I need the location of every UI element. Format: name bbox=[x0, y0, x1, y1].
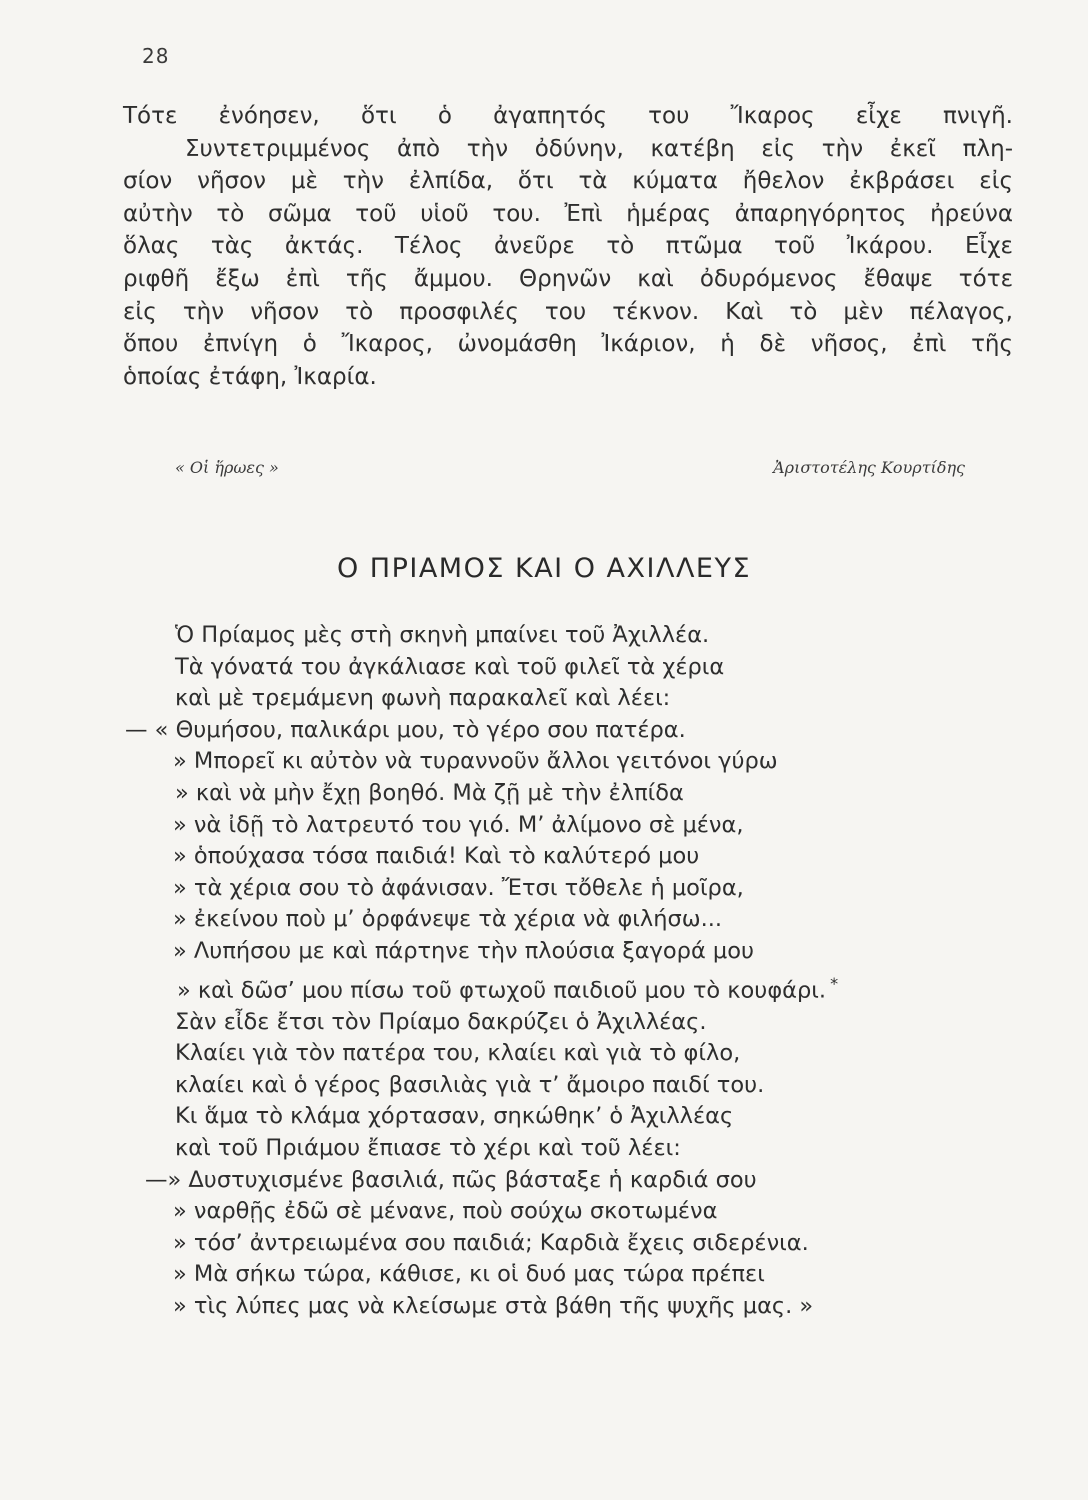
poem-line-with-footnote bbox=[125, 968, 1025, 1007]
poem-line: Κλαίει γιὰ τὸν πατέρα του, κλαίει καὶ γιὰ τὸ φίλο, bbox=[175, 1040, 741, 1067]
poem-line: » Λυπήσου με καὶ πάρτηνε τὴν πλούσια ξαγορά μου bbox=[173, 937, 755, 964]
prose-line: αὐτὴν τὸ σῶμα τοῦ υἱοῦ του. Ἐπὶ ἡμέρας ἀπαρηγόρητος ἠρεύνα bbox=[123, 200, 1013, 227]
page-number: 28 bbox=[142, 44, 170, 68]
prose-line: ριφθῆ ἔξω ἐπὶ τῆς ἄμμου. Θρηνῶν καὶ ὀδυρόμενος ἔθαψε τότε bbox=[123, 265, 1013, 292]
prose-passage bbox=[123, 100, 1013, 393]
prose-line: σίον νῆσον μὲ τὴν ἐλπίδα, ὅτι τὰ κύματα ἤθελον ἐκβράσει εἰς bbox=[123, 168, 1013, 195]
poem-line: » νὰ ἰδῇ τὸ λατρευτό του γιό. Μ’ ἀλίμονο σὲ μένα, bbox=[173, 811, 744, 838]
poem-line: » Μπορεῖ κι αὐτὸν νὰ τυραννοῦν ἄλλοι γειτόνοι γύρω bbox=[173, 748, 778, 775]
poem-line: Τὰ γόνατά του ἀγκάλιασε καὶ τοῦ φιλεῖ τὰ χέρια bbox=[175, 653, 725, 680]
prose-line: ὅπου ἐπνίγη ὁ Ἴκαρος, ὠνομάσθη Ἰκάριον, ἡ δὲ νῆσος, ἐπὶ τῆς bbox=[123, 331, 1013, 358]
poem-line: κλαίει καὶ ὁ γέρος βασιλιὰς γιὰ τ’ ἄμοιρο παιδί του. bbox=[175, 1071, 765, 1098]
poem-line: καὶ μὲ τρεμάμενη φωνὴ παρακαλεῖ καὶ λέει: bbox=[175, 685, 671, 712]
poem-line: » καὶ δῶσ’ μου πίσω τοῦ φτωχοῦ παιδιοῦ μου τὸ κουφάρι. bbox=[177, 977, 827, 1004]
author-name: Ἀριστοτέλης Κουρτίδης bbox=[773, 458, 965, 477]
poem-line: » καὶ νὰ μὴν ἔχῃ βοηθό. Μὰ ζῇ μὲ τὴν ἐλπίδα bbox=[175, 779, 684, 806]
poem-line: » ὁπούχασα τόσα παιδιά! Καὶ τὸ καλύτερό μου bbox=[173, 843, 700, 870]
prose-line: Τότε ἐνόησεν, ὅτι ὁ ἀγαπητός του Ἴκαρος εἶχε πνιγῆ. bbox=[123, 103, 1013, 129]
poem-line: » τὰ χέρια σου τὸ ἀφάνισαν. Ἔτσι τὄθελε ἡ μοῖρα, bbox=[173, 874, 744, 901]
poem-line: » τόσ’ ἀντρειωμένα σου παιδιά; Καρδιὰ ἔχεις σιδερένια. bbox=[173, 1229, 809, 1256]
poem-line: » ἐκείνου ποὺ μ’ ὀρφάνεψε τὰ χέρια νὰ φιλήσω... bbox=[173, 906, 723, 933]
poem-line: » ναρθῇς ἐδῶ σὲ μένανε, ποὺ σούχω σκοτωμένα bbox=[173, 1198, 718, 1225]
poem-line: » τὶς λύπες μας νὰ κλείσωμε στὰ βάθη τῆς ψυχῆς μας. » bbox=[173, 1292, 814, 1319]
prose-line: εἰς τὴν νῆσον τὸ προσφιλές του τέκνον. Καὶ τὸ μὲν πέλαγος, bbox=[123, 298, 1013, 325]
poem-line: —» Δυστυχισμένε βασιλιά, πῶς βάσταξε ἡ καρδιά σου bbox=[145, 1166, 757, 1193]
footnote-mark: * bbox=[830, 973, 839, 993]
prose-line: ὁποίας ἐτάφη, Ἰκαρία. bbox=[123, 363, 377, 390]
poem-line: » Μὰ σήκω τώρα, κάθισε, κι οἱ δυό μας τώρα πρέπει bbox=[173, 1261, 765, 1288]
poem-line: Σὰν εἶδε ἔτσι τὸν Πρίαμο δακρύζει ὁ Ἀχιλλέας. bbox=[175, 1008, 707, 1035]
source-title: « Οἱ ἥρωες » bbox=[175, 458, 279, 477]
prose-line: Συντετριμμένος ἀπὸ τὴν ὀδύνην, κατέβη εἰς τὴν ἐκεῖ πλη- bbox=[185, 135, 1013, 162]
poem bbox=[125, 620, 1025, 1323]
poem-title: Ο ΠΡΙΑΜΟΣ ΚΑΙ Ο ΑΧΙΛΛΕΥΣ bbox=[336, 553, 752, 584]
prose-line: ὅλας τὰς ἀκτάς. Τέλος ἀνεῦρε τὸ πτῶμα τοῦ Ἰκάρου. Εἶχε bbox=[123, 233, 1013, 260]
poem-line: Ὁ Πρίαμος μὲς στὴ σκηνὴ μπαίνει τοῦ Ἀχιλλέα. bbox=[175, 622, 710, 648]
poem-line: — « Θυμήσου, παλικάρι μου, τὸ γέρο σου πατέρα. bbox=[125, 716, 686, 743]
poem-line: καὶ τοῦ Πριάμου ἔπιασε τὸ χέρι καὶ τοῦ λέει: bbox=[175, 1135, 681, 1161]
poem-line: Κι ἅμα τὸ κλάμα χόρτασαν, σηκώθηκ’ ὁ Ἀχιλλέας bbox=[175, 1103, 734, 1130]
